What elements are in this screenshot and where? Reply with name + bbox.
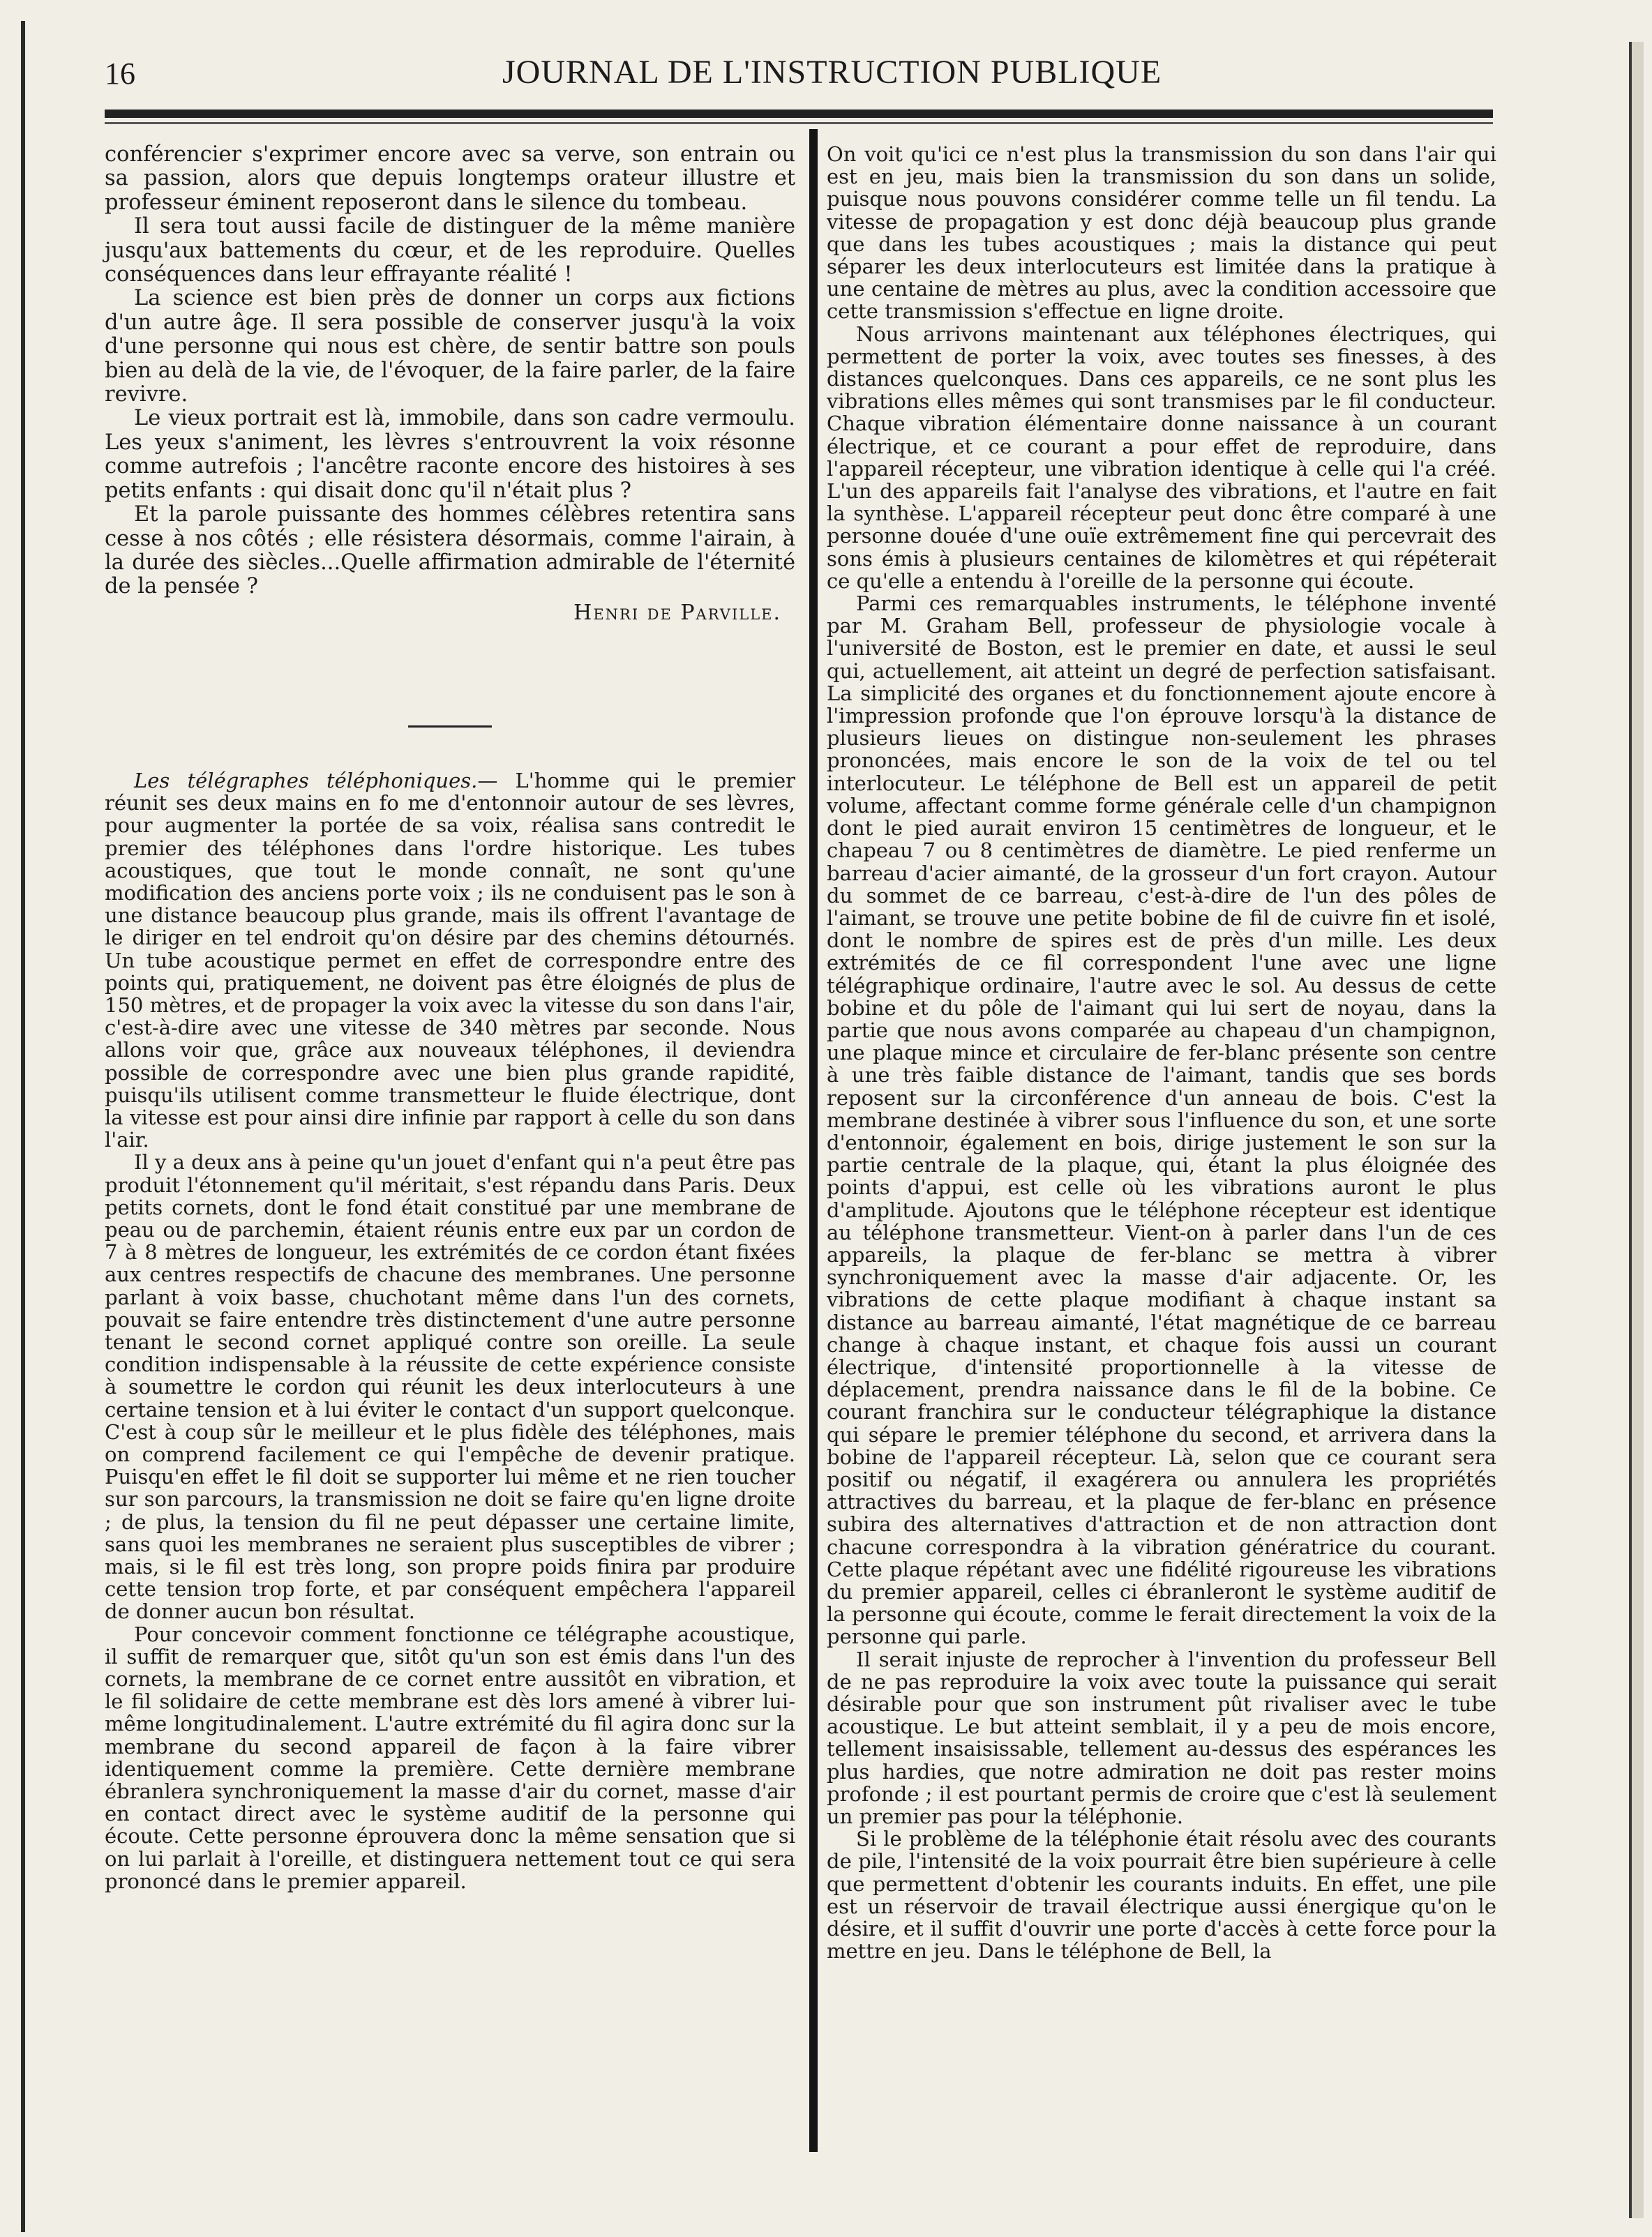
essay-paragraph: Il sera tout aussi facile de distinguer de la même manière jusqu'aux battements du cœur, et de les reproduire. Quelles conséquences dans leur effrayante réalité !	[105, 214, 795, 287]
right-column	[827, 143, 1496, 1962]
essay-paragraph: conférencier s'exprimer encore avec sa verve, son entrain ou sa passion, alors que depuis longtemps orateur illustre et professeur éminent reposeront dans le silence du tombeau.	[105, 142, 795, 215]
article-paragraph: Il y a deux ans à peine qu'un jouet d'enfant qui n'a peut être pas produit l'étonnement qu'il méritait, s'est répandu dans Paris. Deux petits cornets, dont le fond était constitué par une membrane de peau ou de parchemin, étaient réunis entre eux par un cordon de 7 à 8 mètres de longueur, les extrémités de ce cordon étant fixées aux centres respectifs de chacune des membranes. Une personne parlant à voix basse, chuchotant même dans l'un des cornets, pouvait se faire entendre très distinctement d'une autre personne tenant le second cornet appliqué contre son oreille. La seule condition indispensable à la réussite de cette expérience consiste à soumettre le cordon qui réunit les deux interlocuteurs à une certaine tension et à lui éviter le contact d'un support quelconque. C'est à coup sûr le meilleur et le plus fidèle des téléphones, mais on comprend facilement ce qui l'empêche de devenir pratique. Puisqu'en effet le fil doit se supporter lui même et ne rien toucher sur son parcours, la transmission ne doit se faire qu'en ligne droite ; de plus, la tension du fil ne peut dépasser une certaine limite, sans quoi les membranes ne seraient plus susceptibles de vibrer ; mais, si le fil est très long, son propre poids finira par produire cette tension trop forte, et par conséquent empêchera l'appareil de donner aucun bon résultat.	[105, 1150, 795, 1624]
left-column	[105, 143, 795, 1892]
essay-paragraph: La science est bien près de donner un corps aux fictions d'un autre âge. Il sera possible de conserver jusqu'à la voix d'une personne qui nous est chère, de sentir battre son pouls bien au delà de la vie, de l'évoquer, de la faire parler, de la faire revivre.	[105, 286, 795, 407]
page-edge-line	[1629, 42, 1632, 2218]
article-lead-text: — L'homme qui le premier réunit ses deux mains en fo me d'entonnoir autour de ses lèvres, pour augmenter la portée de sa voix, réalisa sans contredit le premier des téléphones dans l'ordre historique. Les tubes acoustiques, que tout le monde connaît, ne sont qu'une modification des anciens porte voix ; ils ne conduisent pas le son à une distance beaucoup plus grande, mais ils offrent l'avantage de le diriger en tel endroit qu'on désire par des chemins détournés. Un tube acoustique permet en effet de correspondre entre des points qui, pratiquement, ne doivent pas être éloignés de plus de 150 mètres, et de propager la voix avec la vitesse du son dans l'air, c'est-à-dire avec une vitesse de 340 mètres par seconde. Nous allons voir que, grâce aux nouveaux téléphones, il deviendra possible de correspondre avec une bien plus grande rapidité, puisqu'ils utilisent comme transmetteur le fluide électrique, dont la vitesse est pour ainsi dire infinie par rapport à celle du son dans l'air.	[105, 768, 795, 1152]
essay-paragraph: Le vieux portrait est là, immobile, dans son cadre vermoulu. Les yeux s'animent, les lèvres s'entrouvrent la voix résonne comme autrefois ; l'ancêtre raconte encore des histoires à ses petits enfants : qui disait donc qu'il n'était plus ?	[105, 406, 795, 503]
article-title: Les télégraphes téléphoniques.	[134, 768, 478, 792]
essay-paragraph: Et la parole puissante des hommes célèbres retentira sans cesse à nos côtés ; elle résistera désormais, comme l'airain, à la durée des siècles...Quelle affirmation admirable de l'éternité de la pensée ?	[105, 502, 795, 599]
section-separator	[408, 725, 492, 728]
article-paragraph: On voit qu'ici ce n'est plus la transmission du son dans l'air qui est en jeu, mais bien la transmission du son dans un solide, puisque nous pouvons considérer comme telle un fil tendu. La vitesse de propagation y est donc déjà beaucoup plus grande que dans les tubes acoustiques ; mais la distance qui peut séparer les deux interlocuteurs est limitée dans la pratique à une centaine de mètres au plus, avec la condition accessoire que cette transmission s'effectue en ligne droite.	[827, 142, 1496, 324]
article-paragraph: Pour concevoir comment fonctionne ce télégraphe acoustique, il suffit de remarquer que, sitôt qu'un son est émis dans l'un des cornets, la membrane de ce cornet entre aussitôt en vibration, et le fil solidaire de cette membrane est dès lors amené à vibrer lui-même longitudinalement. L'autre extrémité du fil agira donc sur la membrane du second appareil de façon à la faire vibrer identiquement comme la première. Cette dernière membrane ébranlera synchroniquement la masse d'air du cornet, masse d'air en contact direct avec le système auditif de la personne qui écoute. Cette personne éprouvera donc la même sensation que si on lui parlait à l'oreille, et distinguera nettement tout ce qui sera prononcé dans le premier appareil.	[105, 1622, 795, 1893]
article-lead-paragraph	[105, 769, 795, 1151]
binding-edge	[21, 21, 25, 2232]
essay-conclusion	[105, 143, 795, 624]
article-telegraphes	[105, 769, 795, 1892]
page-edge-shadow	[1630, 42, 1644, 2218]
page-number: 16	[105, 57, 135, 91]
article-paragraph: Si le problème de la téléphonie était résolu avec des courants de pile, l'intensité de la voix pourrait être bien supérieure à celle que permettent d'obtenir les courants induits. En effet, une pile est un réservoir de travail électrique aussi énergique qu'on le désire, et il suffit d'ouvrir une porte d'accès à cette force pour la mettre en jeu. Dans le téléphone de Bell, la	[827, 1827, 1496, 1964]
page-header	[105, 49, 1500, 105]
column-divider	[809, 129, 818, 2152]
article-paragraph: Il serait injuste de reprocher à l'invention du professeur Bell de ne pas reproduire la voix avec toute la puissance qui serait désirable pour que son instrument pût rivaliser avec le tube acoustique. Le but atteint semblait, il y a peu de mois encore, tellement insaisissable, tellement au-dessus des espérances les plus hardies, que notre admiration ne doit pas rester moins profonde ; il est pourtant permis de croire que c'est là seulement un premier pas pour la téléphonie.	[827, 1647, 1496, 1829]
header-rule-thin	[105, 122, 1493, 124]
article-paragraph: Parmi ces remarquables instruments, le téléphone inventé par M. Graham Bell, professeur de physiologie vocale à l'université de Boston, est le premier en date, et aussi le seul qui, actuellement, ait atteint un degré de perfection satisfaisant. La simplicité des organes et du fonctionnement ajoute encore à l'impression profonde que l'on éprouve lorsqu'à la distance de plusieurs lieues on distingue non-seulement les phrases prononcées, mais encore le son de la voix de tel ou tel interlocuteur. Le téléphone de Bell est un appareil de petit volume, affectant comme forme générale celle d'un champignon dont le pied aurait environ 15 centimètres de longueur, et le chapeau 7 ou 8 centimètres de diamètre. Le pied renferme un barreau d'acier aimanté, de la grosseur d'un fort crayon. Autour du sommet de ce barreau, c'est-à-dire de l'un des pôles de l'aimant, se trouve une petite bobine de fil de cuivre fin et isolé, dont le nombre de spires est de près d'un mille. Les deux extrémités de ce fil correspondent l'une avec une ligne télégraphique ordinaire, l'autre avec le sol. Au dessus de cette bobine et du pôle de l'aimant qui lui sert de noyau, dans la partie que nous avons comparée au chapeau d'un champignon, une plaque mince et circulaire de fer-blanc présente son centre à une très faible distance de l'aimant, tandis que ses bords reposent sur la circonférence d'un anneau de bois. C'est la membrane destinée à vibrer sous l'influence du son, et une sorte d'entonnoir, également en bois, dirige justement le son sur la partie centrale de la plaque, qui, étant la plus éloignée des points d'appui, est celle où les vibrations auront le plus d'amplitude. Ajoutons que le téléphone récepteur est identique au téléphone transmetteur. Vient-on à parler dans l'un de ces appareils, la plaque de fer-blanc se mettra à vibrer synchroniquement avec la masse d'air adjacente. Or, les vibrations de cette plaque modifiant à chaque instant sa distance au barreau aimanté, l'état magnétique de ce barreau change à chaque instant, et chaque fois aussi un courant électrique, d'intensité proportionnelle à la vitesse de déplacement, prendra naissance dans le fil de la bobine. Ce courant franchira sur le conducteur télégraphique la distance qui sépare le premier téléphone du second, et arrivera dans la bobine de l'appareil récepteur. Là, selon que ce courant sera positif ou négatif, il exagérera ou annulera les propriétés attractives du barreau, et la plaque de fer-blanc en présence subira des alternatives d'attraction et de non attraction dont chacune correspondra à la vibration génératrice du courant. Cette plaque répétant avec une fidélité rigoureuse les vibrations du premier appareil, celles ci ébranleront le système auditif de la personne qui écoute, comme le ferait directement la voix de la personne qui parle.	[827, 592, 1496, 1649]
author-signature: Henri de Parville.	[573, 600, 781, 625]
header-rule	[105, 110, 1493, 118]
journal-title: JOURNAL DE L'INSTRUCTION PUBLIQUE	[502, 54, 1162, 91]
article-paragraph: Nous arrivons maintenant aux téléphones électriques, qui permettent de porter la voix, avec toutes ses finesses, à des distances quelconques. Dans ces appareils, ce ne sont plus les vibrations elles mêmes qui sont transmises par le fil conducteur. Chaque vibration élémentaire donne naissance à un courant électrique, et ce courant a pour effet de reproduire, dans l'appareil récepteur, une vibration identique à celle qui l'a créé. L'un des appareils fait l'analyse des vibrations, et l'autre en fait la synthèse. L'appareil récepteur peut donc être comparé à une personne douée d'une ouïe extrêmement fine qui percevrait des sons émis à plusieurs centaines de kilomètres et qui répéterait ce qu'elle a entendu à l'oreille de la personne qui écoute.	[827, 322, 1496, 593]
